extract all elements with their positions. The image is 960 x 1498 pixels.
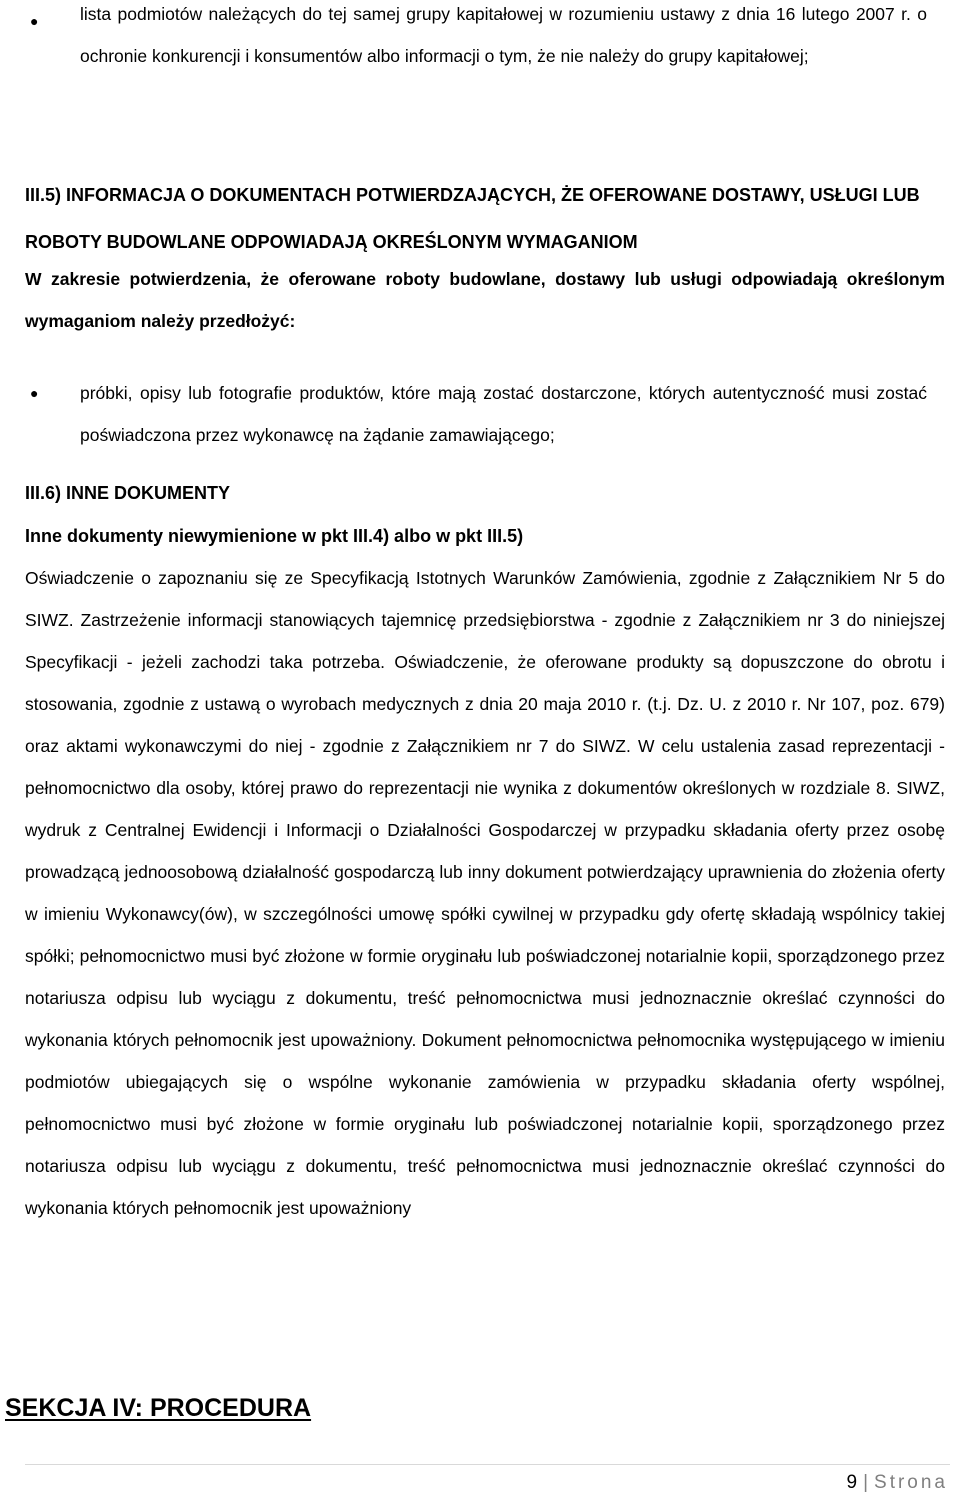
list-item-text: próbki, opisy lub fotografie produktów, które mają zostać dostarczone, których autentyczność musi zostać poświadczona przez wykonawcę na żądanie zamawiającego; xyxy=(80,383,927,445)
list-item-text: lista podmiotów należących do tej samej grupy kapitałowej w rozumieniu ustawy z dnia 16 lutego 2007 r. o ochronie konkurencji i konsumentów albo informacji o tym, że nie należy do grupy kapitałowej; xyxy=(80,4,927,66)
footer-separator: | xyxy=(863,1472,869,1493)
bullet-icon: ● xyxy=(30,13,39,29)
list-item xyxy=(0,0,945,126)
section-heading-iii5: III.5) INFORMACJA O DOKUMENTACH POTWIERDZAJĄCYCH, ŻE OFEROWANE DOSTAWY, USŁUGI LUB ROBOTY BUDOWLANE ODPOWIADAJĄ OKREŚLONYM WYMAGANIOM xyxy=(25,185,920,252)
section-intro: W zakresie potwierdzenia, że oferowane roboty budowlane, dostawy lub usługi odpowiadają określonym wymaganiom należy przedłożyć: xyxy=(25,269,945,331)
section-body: Oświadczenie o zapoznaniu się ze Specyfikacją Istotnych Warunków Zamówienia, zgodnie z Załącznikiem Nr 5 do SIWZ. Zastrzeżenie informacji stanowiących tajemnicę przedsiębiorstwa - zgodnie z Załącznikiem nr 3 do niniejszej Specyfikacji - jeżeli zachodzi taka potrzeba. Oświadczenie, że oferowane produkty są dopuszczone do obrotu i stosowania, zgodnie z ustawą o wyrobach medycznych z dnia 20 maja 2010 r. (t.j. Dz. U. z 2010 r. Nr 107, poz. 679) oraz aktami wykonawczymi do niej - zgodnie z Załącznikiem nr 7 do SIWZ. W celu ustalenia zasad reprezentacji - pełnomocnictwo dla osoby, której prawo do reprezentacji nie wynika z dokumentów określonych w rozdziale 8. SIWZ, wydruk z Centralnej Ewidencji i Informacji o Działalności Gospodarczej w przypadku składania oferty przez osobę prowadzącą jednoosobową działalność gospodarczą lub inny dokument potwierdzający uprawnienia do złożenia oferty w imieniu Wykonawcy(ów), w szczególności umowę spółki cywilnej w przypadku gdy ofertę składają wspólnicy takiej spółki; pełnomocnictwo musi być złożone w formie oryginału lub poświadczonej notarialnie kopii, sporządzonego przez notariusza odpisu lub wyciągu z dokumentu, treść pełnomocnictwa musi jednoznacznie określać czynności do wykonania których pełnomocnik jest upoważniony. Dokument pełnomocnictwa pełnomocnika występującego w imieniu podmiotów ubiegających się o wspólne wykonanie zamówienia w przypadku składania oferty wspólnej, pełnomocnictwo musi być złożone w formie oryginału lub poświadczonej notarialnie kopii, sporządzonego przez notariusza odpisu lub wyciągu z dokumentu, treść pełnomocnictwa musi jednoznacznie określać czynności do wykonania których pełnomocnik jest upoważniony xyxy=(25,568,945,1218)
page-label: Strona xyxy=(874,1472,948,1493)
footer-divider xyxy=(25,1464,950,1465)
section-heading-iii6: III.6) INNE DOKUMENTY xyxy=(25,483,231,503)
section-heading-iv: SEKCJA IV: PROCEDURA xyxy=(5,1394,312,1422)
list-item xyxy=(0,372,945,456)
section-subheading: Inne dokumenty niewymienione w pkt III.4) albo w pkt III.5) xyxy=(25,526,524,546)
page-number: 9 xyxy=(846,1472,858,1493)
page-footer xyxy=(847,1468,949,1498)
bullet-icon: ● xyxy=(30,385,39,401)
